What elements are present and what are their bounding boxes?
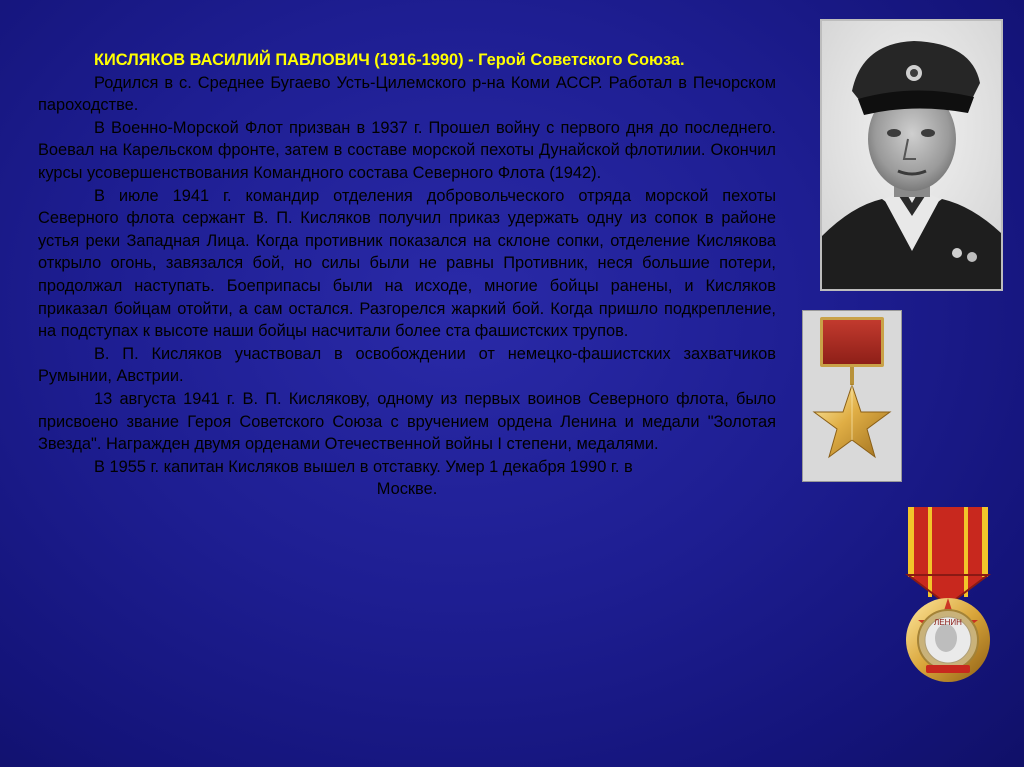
gold-star-medal [802,310,902,482]
paragraph-liberation: В. П. Кисляков участвовал в освобождении от немецко-фашистских захватчиков Румынии, Австрии. [38,344,776,386]
order-lenin-label: ЛЕНИН [934,618,962,627]
paragraph-service: В Военно-Морской Флот призван в 1937 г. Прошел войну с первого дня до последнего. Воевал на Карельском фронте, затем в составе морской пехоты Дунайской флотилии. Окончил курсы усовершенствования Командного состава Северного Флота (1942). [38,118,776,182]
paragraph-battle: В июле 1941 г. командир отделения добровольческого отряда морской пехоты Северного флота сержант В. П. Кисляков получил приказ удержать одну из сопок в районе устья реки Западная Лица. Когда противник показался на склоне сопки, отделение Кислякова открыло огонь, завязался бой, но силы были не равны Противник, неся большие потери, продолжал наступать. Боеприпасы были на исходе, многие бойцы ранены, и Кисляков приказал бойцам отойти, а сам остался. Разгорелся жаркий бой. Когда пришло подкрепление, на подступах к высоте наши бойцы насчитали более ста фашистских трупов. [38,186,776,341]
portrait-photo [820,19,1003,291]
closing-line: Москве. [376,480,438,499]
paragraph-birth: Родился в с. Среднее Бугаево Усть-Цилемского р-на Коми АССР. Работал в Печорском пароходстве. [38,73,776,115]
order-of-lenin [898,505,998,690]
paragraph-retirement: В 1955 г. капитан Кисляков вышел в отставку. Умер 1 декабря 1990 г. в [94,457,633,476]
paragraph-award: 13 августа 1941 г. В. П. Кислякову, одному из первых воинов Северного флота, было присвоено звание Героя Советского Союза с вручением ордена Ленина и медали "Золотая Звезда". Награжден двумя орденами Отечественной войны I степени, медалями. [38,389,776,454]
biography-text [38,49,776,501]
biography-heading: КИСЛЯКОВ ВАСИЛИЙ ПАВЛОВИЧ (1916-1990) - Герой Советского Союза. [94,51,685,69]
